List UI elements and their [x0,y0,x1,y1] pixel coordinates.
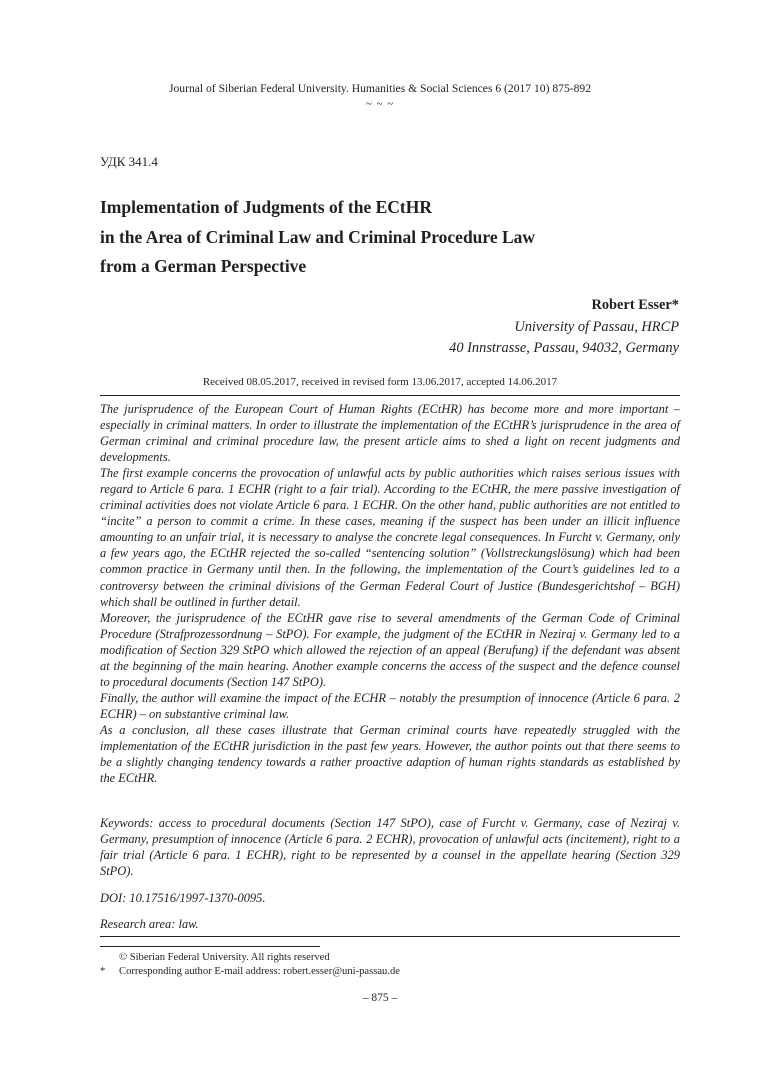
received-dates: Received 08.05.2017, received in revised form 13.06.2017, accepted 14.06.2017 [202,376,558,388]
abstract-paragraph: Moreover, the jurisprudence of the ECtHR gave rise to several amendments of the German Code of Criminal Procedure (Strafprozessordnung – StPO). For example, the judgment of the ECtHR in Neziraj v. Germany led to a modification of Section 329 StPO which allowed the rejection of an appeal (Berufung) if the defendant was absent at the beginning of the main hearing. Another example concerns the access of the suspect and the defence counsel to procedural documents (Section 147 StPO). [100,610,680,689]
author-address: 40 Innstrasse, Passau, 94032, Germany [449,340,679,356]
author-affiliation: University of Passau, HRCP [514,318,679,335]
footnote-mark: * [100,966,106,977]
journal-header: Journal of Siberian Federal University. Humanities & Social Sciences 6 (2017 10) 875-892 [168,82,591,95]
header-separator: ~ ~ ~ [365,98,395,110]
abstract-top-rule [100,395,680,396]
copyright-footnote [100,952,330,963]
abstract-paragraph: The jurisprudence of the European Court of Human Rights (ECtHR) has become more and more important – especially in criminal matters. In order to illustrate the implementation of the ECtHR’s jurisprudence in the area of German criminal and criminal procedure law, the present article aims to shed a light on recent judgments and developments. [100,402,680,465]
research-area: Research area: law. [100,917,199,931]
corresponding-footnote [100,966,400,977]
author-block [449,295,679,360]
corresponding-author-text: Corresponding author E-mail address: robert.esser@uni-passau.de [119,966,400,977]
doi: DOI: 10.17516/1997-1370-0095. [100,891,266,905]
copyright-text: © Siberian Federal University. All rights reserved [119,952,330,963]
page-number: – 875 – [362,992,398,1004]
abstract-paragraph: As a conclusion, all these cases illustrate that German criminal courts have repeatedly struggled with the implementation of the ECtHR jurisdiction in the past few years. However, the author points out that there seems to be a slightly changing tendency towards a rather proactive adaption of human rights standards as established by the ECtHR. [100,722,680,786]
title-line: Implementation of Judgments of the ECtHR [100,197,433,217]
footnote-top-rule [100,936,680,937]
author-name: Robert Esser* [591,297,679,313]
abstract-paragraph: The first example concerns the provocation of unlawful acts by public authorities which raises serious issues with regard to Article 6 para. 1 ECHR (right to a fair trial). According to the ECtHR, the mere passive investigation of criminal activities does not violate Article 6 para. 1 ECHR. On the other hand, public authorities are not entitled to “incite” a person to commit a crime. In these cases, meaning if the suspect has been under an illicit influence amounting to an unfair trial, it is necessary to analyse the concrete legal consequences. In Furcht v. Germany, only a few years ago, the ECtHR rejected the so-called “sentencing solution” (Vollstreckungslösung) which had been common practice in Germany until then. In the following, the implementation of the Court’s guidelines led to a controversy between the criminal divisions of the German Federal Court of Justice (Bundesgerichtshof – BGH) which shall be outlined in further detail. [100,466,680,609]
title-line: in the Area of Criminal Law and Criminal Procedure Law [100,226,536,247]
udk-code: УДК 341.4 [100,154,158,169]
abstract [100,401,680,786]
keywords: Keywords: access to procedural documents (Section 147 StPO), case of Furcht v. Germany, case of Neziraj v. Germany, presumption of innocence (Article 6 para. 2 ECHR), provocation of unlawful acts (incitement), right to a fair trial (Article 6 para. 1 ECHR), right to be represented by a counsel in the appellate hearing (Section 329 StPO). [100,816,680,879]
abstract-paragraph: Finally, the author will examine the impact of the ECHR – notably the presumption of innocence (Article 6 para. 2 ECHR) – on substantive criminal law. [100,690,680,721]
title-line: from a German Perspective [100,256,307,276]
footnote-separator [100,946,320,947]
article-title [100,193,680,282]
